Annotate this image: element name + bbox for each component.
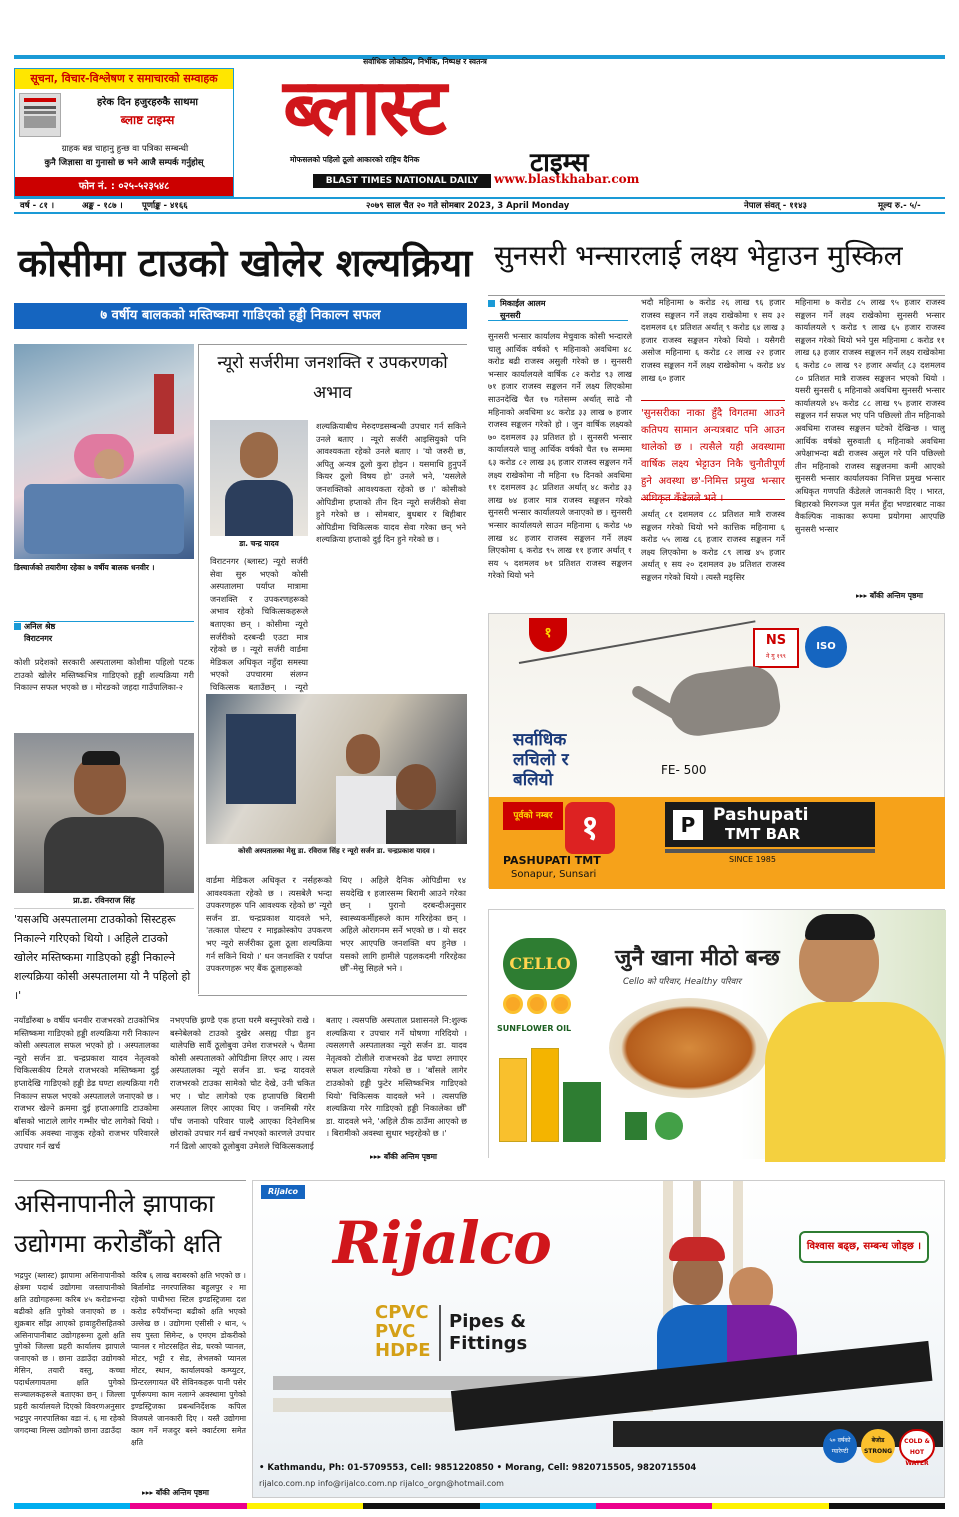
group-col2: थिए । अहिले दैनिक ओपिडीमा १४ सयदेखि १ हजारसम्म बिरामी आउने गरेका छन् । पुरानो दरबन्दीअनुसार स्वास्थ्यकर्मीहरूले काम गरिरहेका छन् । अहिले ओरागनम सर्ने भएको छ । यो सदर भएर आएपछि जनशक्ति थप हुनेछ । यसको लागि हामीले पहलकदमी गरिरहेका छौँ'-मेसु सिहले भने । [340,875,466,974]
blanket [24,484,184,554]
doctor-shirt [44,817,164,893]
story2-byline-rule [488,320,628,321]
story2-byline-name: मिकाईल आलम [500,299,546,308]
pipes-label: Pipes & [449,1311,527,1332]
story3-continued-label: बाँकी अन्तिम पृष्ठमा [155,1488,209,1497]
hospital-photo [14,344,194,559]
man-cap [669,1237,725,1261]
pashupati-since: SINCE 1985 [729,855,776,864]
child-head [94,449,124,479]
story3-col1: भद्रपुर (ब्लास्ट) झापामा असिनापानीको क्षेत्रमा पदार्थ उद्योगमा जस्तापानीको क्षति उद्योगहरूमा करिब ४५ करोडभन्दा बढीको क्षति पुगेको जनाएको छ । शुक्रबार साँझ आएको हावाहुरीसहितको असिनापानीबाट उद्योगहरूमा ठूलो क्षति पुगेको जिल्ला प्रहरी कार्यालय झापाले जनाएको छ । छाना उडाउँदा उद्योगको मेसिन, तयारी वस्तु, कच्चा पदार्थलगायतमा क्षति पुगेको सञ्चालकहरूले बताएका छन् । जिल्ला प्रहरी कार्यालयले दिएको विवरणअनुसार भद्रपुर नगरपालिका वडा नं. ६ मा रहेको जगदम्बा मिल्स उद्योगको छाना उडाउँदा [14,1271,125,1435]
cold-hot-badge: COLD & HOT WATER [899,1429,935,1463]
promo-line2: ग्राहक बन्न चाहानु हुन्छ वा पत्रिका सम्बन्धी [61,144,189,154]
cello-tagline: Cello को परिवार, Healthy परिवार [623,977,742,987]
promo-paper-name: ब्लाष्ट टाइम्स [120,113,175,127]
type-hdpe: HDPE [375,1340,431,1361]
issue-number: अङ्क - १८७ । [82,201,123,211]
sunflower-icons [503,994,583,1020]
warranty-badge: ५० वर्षको ग्यारेण्टी [823,1429,857,1463]
box-col3-a [316,555,466,690]
cello-logo: CELLO [503,938,577,990]
box-doctor-photo [210,420,308,536]
promo-title: सूचना, विचार-विश्लेषण र समाचारको सम्वाहक [15,69,233,89]
byline-place: विराटनगर [24,634,53,643]
pashupati-logo-block [665,802,875,847]
slogan-line3: बलियो [513,770,553,790]
tmt-bar-graphic [665,849,875,853]
model-shirt [765,1002,945,1162]
english-name: BLAST TIMES NATIONAL DAILY [313,174,491,188]
story1-continued[interactable]: ▸▸▸ बाँकी अन्तिम पृष्ठमा [370,1152,437,1161]
bottle1-icon [499,1058,527,1142]
price: मूल्य रु.- ५/- [878,201,921,211]
rijalco-brand: Rijalco [333,1209,551,1277]
story3-col2: करिब ६ लाख बराबरको क्षति भएको छ । बिर्तामोड नगरपालिका बहुलपुर २ मा रहेको पाथीभरा स्टिल इण्डस्ट्रिजमा दश करोड रुपैयाँभन्दा बढीको क्षति भएको उल्लेख छ । उद्योगमा एसीसी २ थान, ५ सय पुस्ता सिमेन्ट, ७ एमएम डोकरीको प्यानल र मोटरसहित सेड, घरको प्यानल, मोटर, भट्टी र सेड, लेभलको प्यानल मोटर, स्थान, कार्यालयको कम्प्युटर, प्रिन्टरलगायत धेरै सेविनकहरू पानी पसेर पूर्णरूपमा काम नलाग्ने अवस्थामा पुगेको इण्डस्ट्रिजका प्रबन्धनिर्देशक कपिल विजयले जानकारी दिए । यस्तै उद्योगमा काम गर्ने मजदुर बस्ने क्वार्टरमा समेत क्षति [131,1271,246,1447]
bottle2-icon [531,1048,559,1142]
person2-head [396,764,436,810]
iso-badge-icon: ISO [805,626,847,668]
elephant-icon [665,663,783,740]
box-bottom-rule [198,995,467,996]
story2-byline-marker [488,300,495,307]
types-divider [439,1305,441,1361]
biryani-plate [609,998,769,1098]
logo-sub: टाइम्स [530,148,589,178]
masthead-logo [283,62,683,153]
type-pvc: PVC [375,1321,416,1342]
type-cpvc: CPVC [375,1302,429,1323]
website-link[interactable]: www.blastkhabar.com [494,172,640,186]
doctor2-face [240,432,278,478]
slogan-line1: सर्वाधिक [513,730,567,750]
pashupati-ns-label: ने गु १९९ [766,653,786,660]
nepal-samvat: नेपाल संवत् - ११४३ [744,201,807,211]
byline-marker [14,623,21,630]
box-title: न्यूरो सर्जरीमा जनशक्ति र उपकरणको अभाव [217,353,448,403]
rijalco-contact1: • Kathmandu, Ph: 01-5709553, Cell: 9851220850 • Morang, Cell: 9820715505, 9820715504 [259,1463,697,1473]
strong-badge: बेजोड STRONG [861,1429,895,1463]
doctor-hair [82,751,120,765]
registration-marks [14,1503,945,1509]
group-caption: कोसी अस्पतालका मेसु डा. रविराज सिंह र न्यूरो सर्जन डा. चन्द्रप्रकाश यादव । [238,847,435,855]
story2-continued[interactable]: ▸▸▸ बाँकी अन्तिम पृष्ठमा [856,591,923,600]
story3-rule [14,1180,246,1181]
doctor2-shirt [225,480,293,536]
pashupati-badge-icon: १ [529,618,567,652]
box-col2: विराटनगर (ब्लास्ट) न्यूरो सर्जरी सेवा सुरु भएको कोसी अस्पतालमा पर्याप्त मात्रामा जनशक्ति र उपकरणहरूको अभाव रहेको चिकित्सकहरूले बताएका छन् । कोसीमा न्यूरो सर्जरीको दरबन्दी एउटा मात्र रहेको छ । न्यूरो सर्जरी वार्डमा मेडिकल अधिकृत नहुँदा समस्या भएको उपचारमा संलग्न चिकित्सक बताउँछन् । न्यूरो [210,556,308,692]
slogan-line2: लचिलो र [513,750,569,770]
story1-body-col2: नभएपछि झण्डै एक हप्ता घरमै बस्नुपरेको राखे । बस्नेबेलको टाउको दुखेर असह्य पीडा हुन थालेपछि सार्वै ठूलोबुवा उमेश राजभरले ५ चैतमा कोसी अस्पतालको ओपिडीमा लिएर आए । त्यस अस्पतालका न्यूरो सर्जन डा. चन्द्र यादवले राजभरको टाउका सामेको चोट देखे, उनी चकित भए । चोट लागेको एक हप्तापछि बिरामी अस्पताल लिएर आएका थिए । जनमिस्री गरेर पाँच जनाको परिवार पाल्दै आएका दिनेशमिश्र छोराको उपचार गर्न खर्च नभएको कारणले उपचार गर्न ढिलो आएको ठूलोबुवा उमेशले चिकित्सकलाई [170,1015,315,1151]
doctor-caption: प्रा.डा. रविनराज सिंह [14,893,194,909]
photo-caption: डिस्चार्जको तयारीमा रहेका ७ वर्षीय बालक धनवीर । [14,563,155,572]
story2-col2b: अर्थात् ८१ दशमलव ८८ प्रतिशत मात्रै राजस्व सङ्कलन गरेको थियो भने कात्तिक महिनामा ६ करोड ५५ लाख ८६ हजार राजस्व सङ्कलन गर्ने लक्ष्य लिएकोमा ७ करोड ८९ लाख ४५ हजार अर्थात् १ सय २० दशमलव ३७ प्रतिशत राजस्व सङ्कलन गरेको थियो । त्यस्तै मङ्सिर [641,509,785,582]
pashupati-ns-icon: NS ने गु १९९ [753,628,799,668]
box-col1: शल्यक्रियाबीच मेरुदण्डसम्बन्धी उपचार गर्न सकिने उनले बताए । न्यूरो सर्जरी आइसियुको पनि आवश्यकता रहेको उनले बताए । 'यो जरुरी छ, अपितु अन्यत्र ठूलो कुरा होइन । यसमाथि हुनुपर्ने कियर ठूलो विषय हो' उनले भने, 'यसलेले जनशक्तिको आवश्यकता रहेको छ ।' कोसीको ओपिडीमा हप्ताको तीन दिन न्यूरो सर्जरीको सेवा हुने गरेको छ । सोमबार, बुधबार र बिहीबार ओपिडीमा चिकित्सक यादव सेवा गरेका छन् भने शल्यक्रिया हप्ताको दुई दिन हुने गरेको छ । [316,421,466,545]
medical-equipment [154,374,174,434]
pashupati-product: TMT BAR [725,825,801,843]
rijalco-small-logo: Rijalco [261,1185,305,1199]
story2-continued-label: बाँकी अन्तिम पृष्ठमा [869,591,923,600]
pashupati-first: पूर्वको नम्बर [503,802,563,830]
logo-main: ब्लास्ट [283,62,445,153]
promo-phone: फोन नं. : ०२५-५२३५४८ [15,177,233,196]
total-issue: पूर्णाङ्क - ४१६६ [142,201,188,211]
story1-body-col1: नयाँडाँरुबा ७ वर्षीय धनवीर राजभरको टाउकोभित्र मस्तिष्कमा गाडिएको हड्डी शल्यक्रिया गरी निकाल्न कोसी अस्पताल सफल भएको हो । अस्पतालका न्यूरो सर्जन डा. चन्द्रप्रकाश यादव नेतृत्वको चिकित्सकीय टिमले राजभरको मस्तिष्कमा दुई हप्तादेखि गाडिएको हड्डी डेढ घण्टा शल्यक्रिया गरी निकाल्न सफल भएको अस्पतालले जनाएको छ । राजभर खेल्ने क्रममा दुई हप्ताअगाडि टाउकोमा बाँसको भाटाले लागेर गम्भीर चोट लागेको थियो । आर्थिक अवस्था नाजुक रहेको राजभर परिवारले उपचार गर्न खर्च [14,1015,159,1151]
byline-name: अनिल श्रेष्ठ [24,622,56,631]
group-col1: वार्डमा मेडिकल अधिकृत र नर्सहरूको आवश्यकता रहेको छ । त्यसबेलै भन्दा उपकरणहरू पनि आवश्यक रहेको छ' न्यूरो सर्जन डा. चन्द्रप्रकाश यादवले भने, 'तत्काल पोस्टप र माइक्रोस्कोप उपकरण भए न्यूरो सर्जरीका ठूला ठूला शल्यक्रिया गर्न सकिने थियो ।' धन जनशक्ति र पर्याप्त उपकरणहरू भए बैंक ठूलाहरूको [206,875,332,974]
newspaper-icon [19,93,61,137]
pashupati-p-icon: P [673,810,703,840]
doctor-quote: 'यसअघि अस्पतालमा टाउकोको सिस्टहरू निकाल्ने गरिएको थियो । अहिले टाउको खोलेर मस्तिष्कमा गाडिएको हड्डी निकाल्ने शल्यक्रिया कोसी अस्पतालमा यो नै पहिलो हो ।' [14,913,191,1002]
cello-ad[interactable] [488,909,945,1158]
volume: वर्ष - ८१ । [20,201,55,211]
box-left-rule [198,344,199,994]
group-photo [206,694,467,844]
percent-badge-icon [625,1112,647,1140]
story3-continued[interactable]: ▸▸▸ बाँकी अन्तिम पृष्ठमा [142,1488,209,1497]
promo-line1: हरेक दिन हजुरहरुकै साथमा [96,97,199,108]
rijalco-contact2: rijalco.com.np info@rijalco.com.np rijalco_orgn@hotmail.com [259,1479,504,1488]
story1-intro: कोशी प्रदेशको सरकारी अस्पतालमा कोशीमा पहिलो पटक टाउको खोलेर मस्तिष्कभित्र गाडिएको हड्डी शल्यक्रिया गरी निकाल्न सफल भएको छ । मोरङको जहदा गाउँपालिका-२ [14,657,194,693]
story3-headline[interactable] [14,1184,246,1264]
box-top-rule [198,344,467,345]
rijalco-ad[interactable] [252,1180,945,1498]
model-hair [805,914,875,940]
story2-col3: महिनामा ७ करोड ८५ लाख ९५ हजार राजस्व सङ्कलन गर्ने लक्ष्य राखेकोमा सुनसरी भन्सार कार्यालयले ९ करोड ९ लाख ६५ हजार राजस्व सङ्कलन गरेको थियो भने पुस महिनामा ८ करोड ११ लाख ६३ हजार राजस्व सङ्कलन गर्ने लक्ष्य राखेकोमा ६ करोड ८० लाख ९२ हजार अर्थात् ८३ दशमलव ८० प्रतिशत मात्रै राजस्व सङ्कलन भएको थियो । यसरी सुनसरी ६ महिनाको अवधिमा सुनसरी भन्सार कार्यालयले ४५ करोड ८८ लाख ९५ हजार राजस्व सङ्कलन गर्न सफल भए पनि पछिल्लो तीन महिनाको अवधिमा राजस्व सङ्कलन घटेको देखिन्छ । चालु आर्थिक वर्षको सुरुवाती ६ महिनाको अवधिमा अपेक्षाभन्दा बढी राजस्व असुल गरे पनि पछिल्लो तीन महिनाको राजस्व सङ्कलनमा कमी आएको सुनसरी भन्सार कार्यालयका निमित्त प्रमुख भन्सार अधिकृत गणपति कँडेलले जानकारी दिए । भारत, बिहारको मिरगञ्ज पुल मर्मत हुँदा भण्डारबाट नाका वैकल्पिक नाकाका रूपमा प्रयोगमा आएपछि सुनसरी भन्सार [795,297,945,534]
cello-product: SUNFLOWER OIL [497,1024,572,1033]
rijalco-badge: विश्वास बढ्छ, सम्बन्ध जोड्छ । [799,1231,929,1263]
box-doctor-caption: डा. चन्द्र यादव [239,539,279,548]
oil-bottles [499,1048,603,1144]
info-bar [14,197,945,214]
doctor-photo [14,733,194,893]
pashupati-location: Sonapur, Sunsari [511,869,597,880]
story1-body-col3: बताए । त्यसपछि अस्पताल प्रशासनले नि:शुल्क शल्यक्रिया र उपचार गर्ने घोषणा गरिदियो । त्यसलगत्तै अस्पतालका न्यूरो सर्जन डा. यादव नेतृत्वको टोलीले राजभरको डेढ घण्टा लगाएर सफल शल्यक्रिया गरेको छ । 'बाँसले लागेर टाउकोको हड्डी फुटेर मस्तिष्कभित्र गाडिएको थियो' चिकित्सक यादवले भने । त्यसपछि शल्यक्रिया गरेर गाडिएको हड्डी निकालेका छौँ' डा. यादवले भने, 'अहिले ठीक ठाउँमा आएको छ । बिरामीको अवस्था सुधार भइरहेको छ ।' [326,1015,467,1139]
story1-subhead: ७ वर्षीय बालकको मस्तिष्कमा गाडिएको हड्डी निकाल्न सफल [14,303,467,329]
pashupati-slogan [513,730,633,790]
story2-pull-quote: 'सुनसरीका नाका हुँदै विगतमा आउने कतिपय सामान अन्यत्रबाट पनि आउन थालेको छ । त्यसैले यही अवस्थामा वार्षिक लक्ष्य भेट्टाउन निकै चुनौतीपूर्ण हुने अवस्था छ'-निमित्त प्रमुख भन्सार अधिकृत कँडेलले भने । [641,400,785,500]
oil-pouch-icon [563,1082,601,1142]
person1-head [346,734,380,774]
xray-film [226,714,296,804]
story1-continued-label: बाँकी अन्तिम पृष्ठमा [383,1152,437,1161]
award-badge-icon [655,1112,683,1140]
person2-shirt [386,810,456,844]
cello-headline: जुनै खाना मीठो बन्छ [615,946,780,971]
number-one-icon: १ [565,802,615,854]
story2-byline-place: सुनसरी [500,311,521,320]
fittings-label: Fittings [449,1333,528,1354]
story1-headline[interactable]: कोसीमा टाउको खोलेर शल्यक्रिया [18,240,473,285]
story2-col1: सुनसरी भन्सार कार्यालय मेचुवाक कोसी भन्दारले चालु आर्थिक वर्षको ९ महिनाको अवधिमा ४८ करोड बढी राजस्व असुली गरेको छ । सुनसरी भन्सार कार्यालयले वार्षिक ८२ करोड ९३ लाख ७१ हजार राजस्व सङ्कलन गर्ने लक्ष्य लिएकोमा साउनदेखि चैत १७ गतेसम्म अर्थात् साढे नौ महिनाको अवधिमा ४८ करोड ३३ लाख ७ हजार राजस्व सङ्कलन गरेको हो । जुन वार्षिक लक्ष्यको ७० दशमलव ३३ प्रतिशत हो । सुनसरी भन्सार कार्यालयले चालु आर्थिक वर्षको चैत १७ सम्ममा ६३ करोड ८२ लाख ३६ हजार राजस्व सङ्कलन गर्ने लक्ष्य राखेकोमा नौ महिना १७ दिनको अवधिमा ११ दशमलव ३८ प्रतिशत अर्थात् ४८ करोड ३३ लाख ७४ हजार मात्र राजस्व सङ्कलन गरेको सुनसरी भन्सार कार्यालयले जनाएको छ । सुनसरी भन्सार कार्यालयले साउन महिनामा ६ करोड ५७ लाख ४८ हजार राजस्व सङ्कलन गर्ने लक्ष्य लिएकोमा ६ करोड ९५ लाख ११ हजार अर्थात् १ सय ५ दशमलव ७१ प्रतिशत राजस्व सङ्कलन गरेको थियो भने [488,331,632,581]
pashupati-ad[interactable] [488,613,945,888]
tagline: सर्वाधिक लोकप्रिय, निर्भीक, निष्पक्ष र स्वतन्त्र [363,57,487,66]
publication-date: २०७९ साल चैत २० गते सोमबार 2023, 3 April Monday [366,201,570,211]
pashupati-grade: FE- 500 [661,763,707,777]
promo-line3: कुनै जिज्ञासा वा गुनासो छ भने आजै सम्पर्क गर्नुहोस् [44,158,204,168]
pashupati-company: PASHUPATI TMT [503,854,601,867]
story3-headline-line1: असिनापानीले झापाका [14,1189,215,1218]
story3-headline-line2: उद्योगमा करोडौँको क्षति [14,1229,222,1258]
story2-col2: भदौ महिनामा ७ करोड २६ लाख ९६ हजार राजस्व सङ्कलन गर्ने लक्ष्य राखेकोमा १ सय ३२ दशमलव ६१ प्रतिशत अर्थात् ९ करोड ६४ लाख ३ हजार राजस्व सङ्कलन गरेको थियो । यसैगरी असोज महिनामा ६ करोड ८२ लाख २२ हजार राजस्व सङ्कलन गर्ने लक्ष्य राखेकोमा ५ करोड ४४ लाख ६० हजार [641,297,785,383]
rijalco-pipes-fittings [449,1311,527,1355]
rijalco-pipe-types [375,1303,431,1360]
story2-headline[interactable]: सुनसरी भन्सारलाई लक्ष्य भेट्टाउन मुस्किल [494,239,903,272]
subscription-promo [14,68,234,197]
pashupati-brand: Pashupati [713,805,809,825]
motto: मोफसलको पहिलो ठूलो आकारको राष्ट्रिय दैनिक [290,155,420,164]
